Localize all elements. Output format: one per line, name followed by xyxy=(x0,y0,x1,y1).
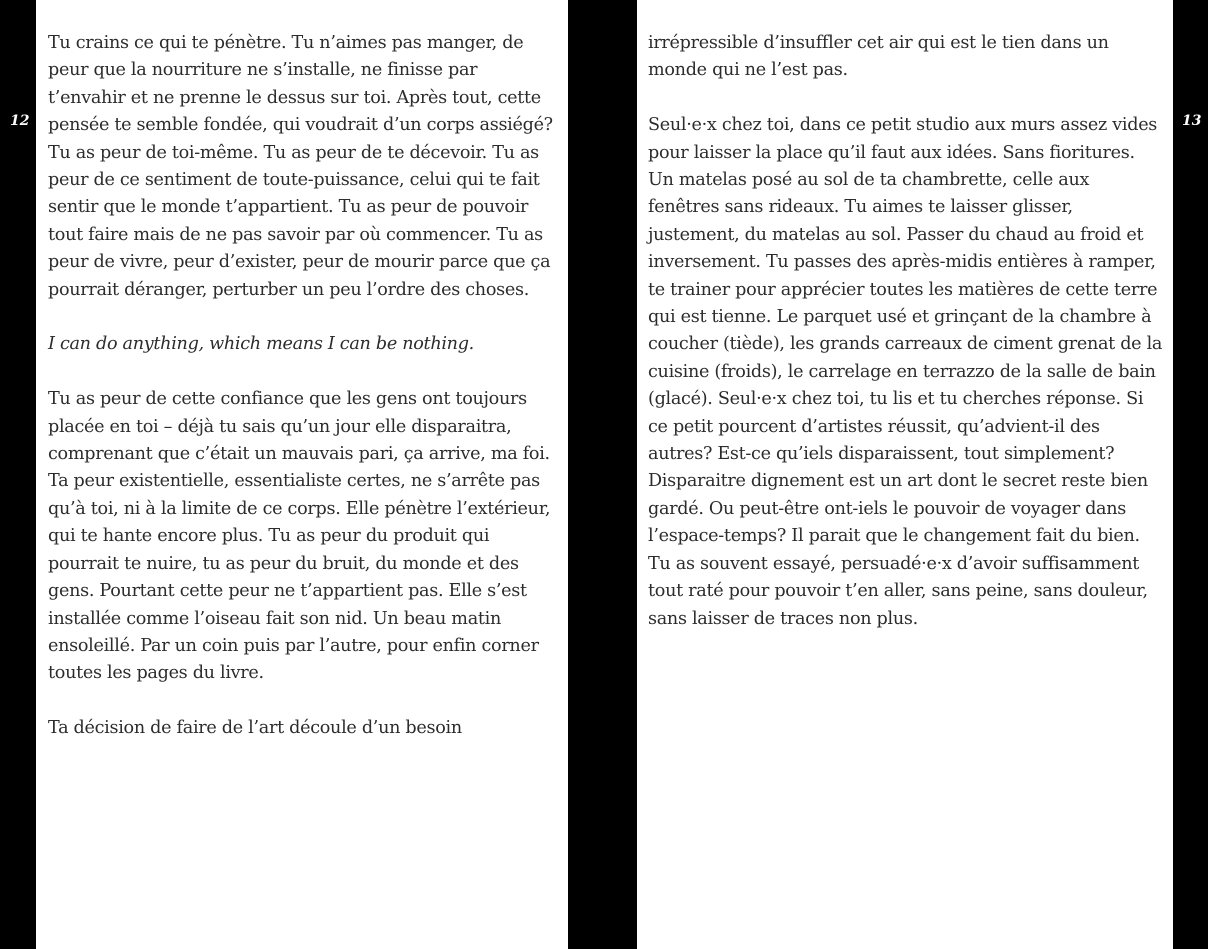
paragraph: Tu as peur de cette confiance que les gens ont toujours placée en toi – déjà tu sais qu’un jour elle disparaitra, comprenant que c’était un mauvais pari, ça arrive, ma foi. xyxy=(48,389,550,465)
italic-quote: I can do anything, which means I can be nothing. xyxy=(48,334,474,355)
right-page-text xyxy=(648,30,1163,633)
paragraph: irrépressible d’insuffler cet air qui est le tien dans un monde qui ne l’est pas. xyxy=(648,33,1109,81)
page-number-left: 12 xyxy=(10,113,30,129)
paragraph: Tu as peur de toi-même. Tu as peur de te décevoir. Tu as peur de ce sentiment de toute-puissance, celui qui te fait sentir que le monde t’appartient. Tu as peur de pouvoir tout faire mais de ne pas savoir par où commencer. Tu as peur de vivre, peur d’exister, peur de mourir parce que ça pourrait déranger, perturber un peu l’ordre des choses. xyxy=(48,142,551,300)
paragraph: Tu crains ce qui te pénètre. Tu n’aimes pas manger, de peur que la nourriture ne s’installe, ne finisse par t’envahir et ne prenne le dessus sur toi. Après tout, cette pensée te semble fondée, qui voudrait d’un corps assiégé? xyxy=(48,33,553,136)
right-page xyxy=(637,0,1173,949)
paragraph: Ta peur existentielle, essentialiste certes, ne s’arrête pas qu’à toi, ni à la limite de ce corps. Elle pénètre l’extérieur, qui te hante encore plus. Tu as peur du produit qui pourrait te nuire, tu as peur du bruit, du monde et des gens. Pourtant cette peur ne t’appartient pas. Elle s’est installée comme l’oiseau fait son nid. Un beau matin ensoleillé. Par un coin puis par l’autre, pour enfin corner toutes les pages du livre. xyxy=(48,471,551,684)
left-page-text xyxy=(48,30,558,743)
paragraph: Seul·e·x chez toi, dans ce petit studio aux murs assez vides pour laisser la place qu’il faut aux idées. Sans fioritures. Un matelas posé au sol de ta chambrette, celle aux fenêtres sans rideaux. Tu aimes te laisser glisser, justement, du matelas au sol. Passer du chaud au froid et inversement. Tu passes des après-midis entières à ramper, te trainer pour apprécier toutes les matières de cette terre qui est tienne. Le parquet usé et grinçant de la chambre à coucher (tiède), les grands carreaux de ciment grenat de la cuisine (froids), le carrelage en terrazzo de la salle de bain (glacé). Seul·e·x chez toi, tu lis et tu cherches réponse. Si ce petit pourcent d’artistes réussit, qu’advient-il des autres? Est-ce qu’iels disparaissent, tout simplement? Disparaitre dignement est un art dont le secret reste bien gardé. Ou peut-être ont-iels le pouvoir de voyager dans l’espace-temps? Il parait que le changement fait du bien. Tu as souvent essayé, persuadé·e·x d’avoir suffisamment tout raté pour pouvoir t’en aller, sans peine, sans douleur, sans laisser de traces non plus. xyxy=(648,115,1163,629)
left-page xyxy=(36,0,568,949)
paragraph: Ta décision de faire de l’art découle d’un besoin xyxy=(48,718,462,739)
page-number-right: 13 xyxy=(1182,113,1202,129)
